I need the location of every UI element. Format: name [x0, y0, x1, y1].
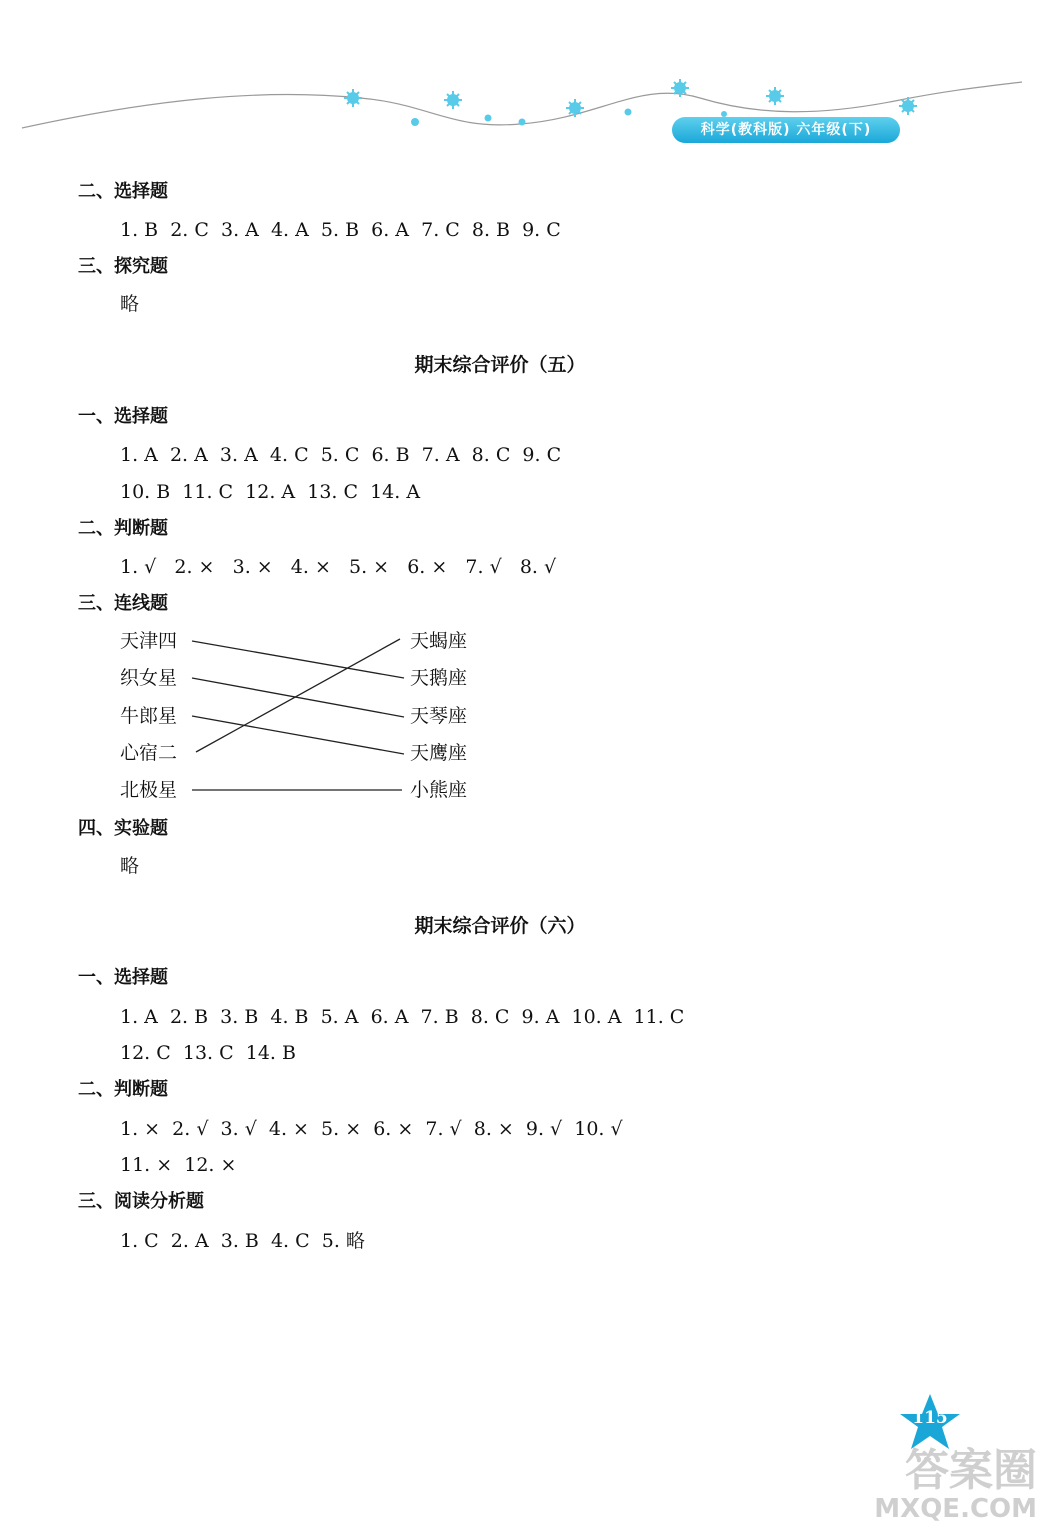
constellation-label: 天鹰座	[410, 742, 468, 764]
answer-line: 10. B 11. C 12. A 13. C 14. A	[120, 481, 421, 503]
section-heading: 二、判断题	[78, 1079, 168, 1100]
matching-diagram	[0, 625, 600, 810]
star-label: 织女星	[120, 667, 178, 689]
answer-line: 1. A 2. A 3. A 4. C 5. C 6. B 7. A 8. C 9. C	[120, 444, 562, 466]
section-heading: 三、探究题	[78, 256, 168, 277]
star-label: 天津四	[120, 630, 178, 652]
subject-badge: 科学(教科版) 六年级(下)	[672, 117, 900, 143]
evaluation-title: 期末综合评价（五）	[414, 354, 586, 376]
watermark-logo-text: 答案圈	[905, 1445, 1037, 1496]
star-label: 北极星	[120, 779, 178, 801]
page-number: 115	[912, 1408, 948, 1428]
answer-line: 略	[120, 855, 140, 877]
answer-line: 1. B 2. C 3. A 4. A 5. B 6. A 7. C 8. B 9. C	[120, 219, 561, 241]
answer-line: 12. C 13. C 14. B	[120, 1042, 296, 1064]
constellation-label: 天蝎座	[410, 630, 468, 652]
star-label: 牛郎星	[120, 705, 178, 727]
answer-line: 1. × 2. √ 3. √ 4. × 5. × 6. × 7. √ 8. × 9. √ 10. √	[120, 1118, 623, 1140]
constellation-label: 天琴座	[410, 705, 468, 727]
section-heading: 二、判断题	[78, 518, 168, 539]
section-heading: 三、连线题	[78, 593, 168, 614]
answer-line: 11. × 12. ×	[120, 1154, 237, 1176]
section-heading: 二、选择题	[78, 181, 168, 202]
answer-line: 1. A 2. B 3. B 4. B 5. A 6. A 7. B 8. C 9. A 10. A 11. C	[120, 1006, 685, 1028]
section-heading: 一、选择题	[78, 406, 168, 427]
section-heading: 三、阅读分析题	[78, 1191, 204, 1212]
answer-line: 1. C 2. A 3. B 4. C 5. 略	[120, 1230, 365, 1252]
evaluation-title: 期末综合评价（六）	[414, 915, 586, 937]
section-heading: 四、实验题	[78, 818, 168, 839]
constellation-label: 天鹅座	[410, 667, 468, 689]
watermark	[862, 1445, 1037, 1524]
matching-lines	[0, 625, 600, 810]
star-label: 心宿二	[120, 742, 178, 764]
section-heading: 一、选择题	[78, 967, 168, 988]
answer-line: 1. √ 2. × 3. × 4. × 5. × 6. × 7. √ 8. √	[120, 556, 557, 578]
watermark-url: MXQE.COM	[874, 1494, 1037, 1524]
answer-line: 略	[120, 293, 140, 315]
constellation-label: 小熊座	[410, 779, 468, 801]
